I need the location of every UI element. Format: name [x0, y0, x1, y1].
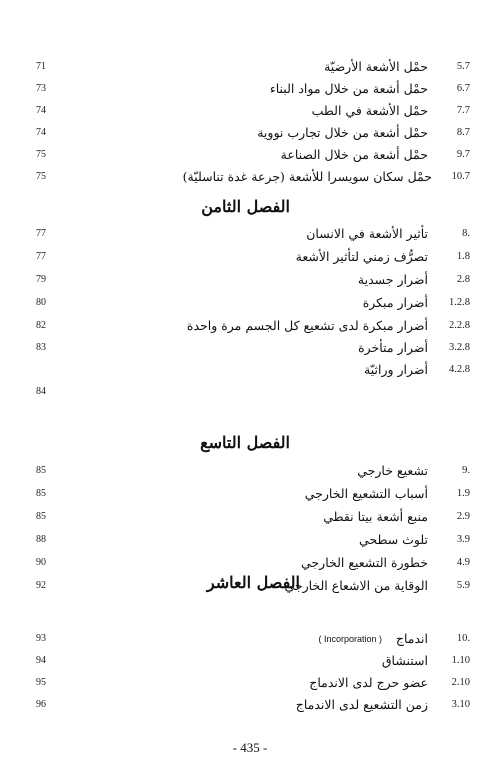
- entry-title: تشعيع خارجي: [357, 463, 428, 478]
- entry-number: 1.10: [451, 655, 470, 666]
- toc-entry: [30, 246, 470, 268]
- page-number: 75: [36, 149, 46, 160]
- toc-entry: [30, 56, 470, 78]
- entry-latin-term: ( Incorporation ): [318, 634, 382, 644]
- entry-title: عضو حرج لدى الاندماج: [309, 675, 428, 690]
- page-number: 88: [36, 534, 46, 545]
- toc-entry: [30, 144, 470, 166]
- entry-number: 1.2.8: [449, 297, 470, 308]
- entry-title: منبع أشعة بيتا نقطي: [323, 509, 428, 524]
- entry-number: 1.9: [456, 488, 470, 499]
- entry-number: 3.2.8: [449, 342, 470, 353]
- entry-title: استنشاق: [381, 653, 428, 668]
- page-number: 85: [36, 511, 46, 522]
- entry-title: الوقاية من الاشعاع الخارجي: [284, 578, 428, 593]
- entry-title: أسباب التشعيع الخارجي: [304, 486, 428, 501]
- page-footer-number: - 435 -: [232, 740, 268, 755]
- chapter-heading: الفصل التاسع: [200, 433, 290, 452]
- page-number: 74: [36, 127, 46, 138]
- toc-entry: [30, 650, 470, 672]
- entry-number: 3.9: [456, 534, 470, 545]
- entry-number: 2.9: [456, 511, 470, 522]
- page-number: 71: [36, 61, 46, 72]
- entry-title: أضرار جسدية: [357, 272, 428, 287]
- toc-entry: [30, 460, 470, 482]
- entry-number: 9.: [462, 465, 470, 476]
- entry-title: حمْل أشعة من خلال تجارب نووية: [257, 125, 428, 140]
- entry-title: حمْل أشعة من خلال مواد البناء: [269, 81, 428, 96]
- page-number: 73: [36, 83, 46, 94]
- page-number: 93: [36, 633, 46, 644]
- toc-entry: [30, 359, 470, 381]
- page-number: 96: [36, 699, 46, 710]
- entry-title: أضرار وراثيّة: [364, 362, 428, 377]
- toc-entry: [30, 337, 470, 359]
- entry-title: زمن التشعيع لدى الاندماج: [295, 697, 428, 712]
- page-number: 80: [36, 297, 46, 308]
- page-number: 94: [36, 655, 46, 666]
- entry-number: 8.7: [456, 127, 470, 138]
- entry-title: تلوث سطحي: [358, 532, 428, 547]
- toc-entry: [30, 483, 470, 505]
- chapter-heading: الفصل العاشر: [206, 573, 300, 592]
- toc-entry: [30, 166, 470, 188]
- toc-entry: [30, 292, 470, 314]
- toc-entry: [30, 223, 470, 245]
- toc-entry: [30, 506, 470, 528]
- entry-title: خطورة التشعيع الخارجي: [301, 555, 428, 570]
- toc-entry: [30, 100, 470, 122]
- page-number: 90: [36, 557, 46, 568]
- entry-number: 5.9: [456, 580, 470, 591]
- page-number: 84: [36, 386, 46, 397]
- entry-title: حمْل الأشعة الأرضيّة: [324, 59, 428, 74]
- page-number: 74: [36, 105, 46, 116]
- toc-entry: [30, 78, 470, 100]
- entry-number: 5.7: [456, 61, 470, 72]
- toc-entry: [30, 672, 470, 694]
- entry-number: 3.10: [451, 699, 470, 710]
- toc-entry: [30, 628, 470, 650]
- entry-number: 7.7: [456, 105, 470, 116]
- entry-title: اندماج: [395, 631, 428, 646]
- entry-number: 9.7: [456, 149, 470, 160]
- page-number: 79: [36, 274, 46, 285]
- page-number: 77: [36, 251, 46, 262]
- entry-number: 1.8: [456, 251, 470, 262]
- chapter-heading: الفصل الثامن: [201, 197, 290, 216]
- page-number: 82: [36, 320, 46, 331]
- entry-number: 10.: [456, 633, 470, 644]
- page-number: 85: [36, 488, 46, 499]
- entry-number: 2.2.8: [449, 320, 470, 331]
- entry-title: حمْل الأشعة في الطب: [311, 103, 428, 118]
- entry-title: تأثير الأشعة في الانسان: [306, 226, 428, 241]
- entry-title: حمْل سكان سويسرا للأشعة (جرعة غدة تناسليّة): [182, 169, 432, 184]
- entry-title: أضرار مبكرة: [362, 295, 428, 310]
- entry-title: تصرُّف زمني لتأثير الأشعة: [295, 249, 428, 264]
- page-number: 83: [36, 342, 46, 353]
- entry-number: 10.7: [451, 171, 470, 182]
- toc-entry: [30, 315, 470, 337]
- entry-number: 2.10: [451, 677, 470, 688]
- toc-entry: [30, 122, 470, 144]
- entry-number: 4.2.8: [449, 364, 470, 375]
- entry-number: 2.8: [456, 274, 470, 285]
- entry-title: حمْل أشعة من خلال الصناعة: [280, 147, 428, 162]
- page-number: 75: [36, 171, 46, 182]
- toc-entry: [30, 381, 470, 403]
- entry-number: 6.7: [456, 83, 470, 94]
- page-number: 92: [36, 580, 46, 591]
- entry-title: أضرار مبكرة لدى تشعيع كل الجسم مرة واحدة: [186, 318, 428, 333]
- toc-entry: [30, 529, 470, 551]
- entry-number: 4.9: [456, 557, 470, 568]
- entry-title: أضرار متأخرة: [358, 340, 428, 355]
- toc-entry: [30, 694, 470, 716]
- page-number: 77: [36, 228, 46, 239]
- entry-number: 8.: [462, 228, 470, 239]
- page-number: 95: [36, 677, 46, 688]
- page-number: 85: [36, 465, 46, 476]
- toc-entry: [30, 269, 470, 291]
